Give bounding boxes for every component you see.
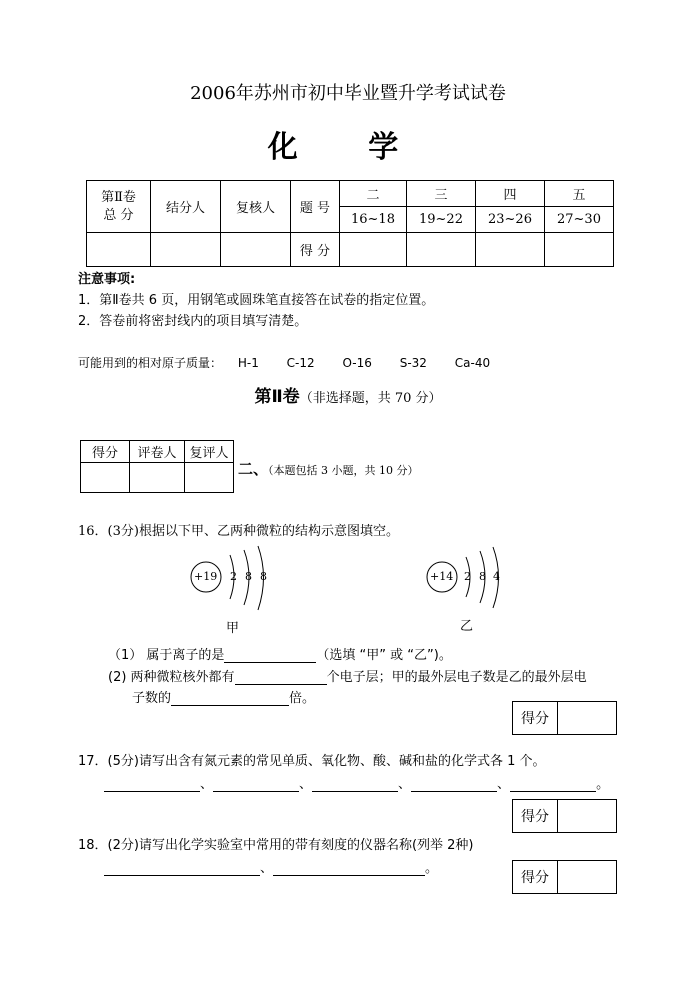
- grader-table: [80, 440, 234, 493]
- qnum-label: 题 号: [291, 181, 340, 233]
- checker-cell[interactable]: [221, 233, 291, 267]
- separator: 、: [260, 861, 274, 876]
- q16-answer-blank-3[interactable]: [171, 691, 289, 706]
- q18-blank[interactable]: [104, 861, 260, 876]
- section2-heading: [238, 458, 419, 479]
- q16-answer-blank-1[interactable]: [224, 648, 316, 663]
- section-name: 五: [545, 181, 614, 207]
- shell-electrons: 4: [493, 570, 500, 583]
- score-box-cell[interactable]: [558, 800, 617, 833]
- grader-score-cell[interactable]: [81, 463, 130, 493]
- note-item: 1．第Ⅱ卷共 6 页，用钢笔或圆珠笔直接答在试卷的指定位置。: [78, 293, 435, 308]
- q16-answer-blank-2[interactable]: [235, 670, 327, 685]
- section-score-cell[interactable]: [340, 233, 407, 267]
- q17-blank[interactable]: [510, 777, 596, 792]
- q16-part2-cont: [132, 687, 315, 706]
- section-name: 二: [340, 181, 407, 207]
- separator: 、: [398, 777, 412, 792]
- shell-electrons: 8: [245, 570, 252, 583]
- section-range: 16~18: [340, 207, 407, 233]
- separator: 、: [299, 777, 313, 792]
- score-box: [512, 701, 617, 735]
- scorer-cell[interactable]: [151, 233, 221, 267]
- q17-blank[interactable]: [312, 777, 398, 792]
- q16-part2: [108, 666, 587, 685]
- atomic-mass-value: H-1: [237, 356, 259, 370]
- total-score-table: [86, 180, 291, 267]
- q17-blank[interactable]: [104, 777, 200, 792]
- q16-part2-text: (2) 两种微粒核外都有: [108, 670, 235, 685]
- part2-title: 第Ⅱ卷: [254, 387, 300, 407]
- score-label: 得 分: [291, 233, 340, 267]
- q16-part1-text-end: （选填 “甲” 或 “乙”)。: [316, 648, 452, 663]
- q16-part1-text: （1） 属于离子的是: [108, 648, 225, 663]
- nucleus-charge: +14: [430, 570, 454, 583]
- section-name: 四: [476, 181, 545, 207]
- q17-stem: 17．(5分)请写出含有氮元素的常见单质、氧化物、酸、碱和盐的化学式各 1 个。: [78, 754, 546, 769]
- q16-stem: 16．(3分)根据以下甲、乙两种微粒的结构示意图填空。: [78, 524, 399, 539]
- q17-blank[interactable]: [411, 777, 497, 792]
- atomic-mass-label: 可能用到的相对原子质量：: [78, 356, 223, 370]
- section-range: 19~22: [407, 207, 476, 233]
- grader-score-label: 得分: [81, 441, 130, 463]
- section-name: 三: [407, 181, 476, 207]
- caption-yi: 乙: [460, 619, 474, 634]
- section-score-table: [290, 180, 614, 267]
- score-box-cell[interactable]: [558, 702, 617, 735]
- shell-electrons: 8: [260, 570, 267, 583]
- separator: 、: [200, 777, 214, 792]
- shell-electrons: 8: [479, 570, 486, 583]
- separator: 、: [497, 777, 511, 792]
- q18-stem: 18．(2分)请写出化学实验室中常用的带有刻度的仪器名称(列举 2种): [78, 838, 474, 853]
- part2-total-label: 第Ⅱ卷 总 分: [87, 181, 151, 233]
- period: 。: [425, 861, 439, 876]
- score-box-label: 得分: [513, 800, 558, 833]
- caption-jia: 甲: [226, 621, 240, 636]
- subject-title: 化 学: [267, 130, 429, 165]
- shell-electrons: 2: [230, 570, 237, 583]
- structure-diagram-jia: [186, 545, 286, 615]
- atomic-mass-value: C-12: [286, 356, 315, 370]
- score-box-label: 得分: [513, 702, 558, 735]
- section2-note: （本题包括 3 小题，共 10 分）: [268, 464, 419, 477]
- section-score-cell[interactable]: [476, 233, 545, 267]
- score-box-label: 得分: [513, 861, 558, 894]
- reviewer-label: 复评人: [185, 441, 234, 463]
- q16-part1: [108, 644, 452, 663]
- notes-heading: 注意事项:: [78, 272, 136, 287]
- score-box-cell[interactable]: [558, 861, 617, 894]
- score-box: [512, 799, 617, 833]
- section-range: 27~30: [545, 207, 614, 233]
- structure-diagram-yi: [424, 545, 524, 615]
- section-score-cell[interactable]: [545, 233, 614, 267]
- part2-subtitle: （非选择题，共 70 分）: [299, 391, 442, 406]
- scorer-label: 结分人: [151, 181, 221, 233]
- atomic-mass-value: O-16: [342, 356, 372, 370]
- atomic-mass-line: [78, 354, 490, 371]
- grader-label: 评卷人: [130, 441, 185, 463]
- atomic-mass-value: Ca-40: [454, 356, 491, 370]
- total-score-cell[interactable]: [87, 233, 151, 267]
- section2-label: 二、: [238, 460, 269, 478]
- part2-heading: [0, 382, 696, 407]
- q18-answers: [104, 857, 438, 876]
- q16-part2-text-cont: 子数的: [132, 691, 172, 706]
- q17-blank[interactable]: [213, 777, 299, 792]
- section-range: 23~26: [476, 207, 545, 233]
- period: 。: [596, 777, 610, 792]
- score-box: [512, 860, 617, 894]
- q16-part2-text-mid: 个电子层；甲的最外层电子数是乙的最外层电: [326, 670, 587, 685]
- q18-blank[interactable]: [273, 861, 425, 876]
- shell-electrons: 2: [464, 570, 471, 583]
- reviewer-cell[interactable]: [185, 463, 234, 493]
- nucleus-charge: +19: [194, 570, 218, 583]
- section-score-cell[interactable]: [407, 233, 476, 267]
- q16-part2-text-end: 倍。: [289, 691, 316, 706]
- exam-title: 2006年苏州市初中毕业暨升学考试试卷: [190, 83, 506, 104]
- grader-cell[interactable]: [130, 463, 185, 493]
- note-item: 2．答卷前将密封线内的项目填写清楚。: [78, 314, 308, 329]
- atomic-mass-value: S-32: [399, 356, 427, 370]
- q17-answers: [104, 773, 609, 792]
- checker-label: 复核人: [221, 181, 291, 233]
- notes: [78, 269, 434, 332]
